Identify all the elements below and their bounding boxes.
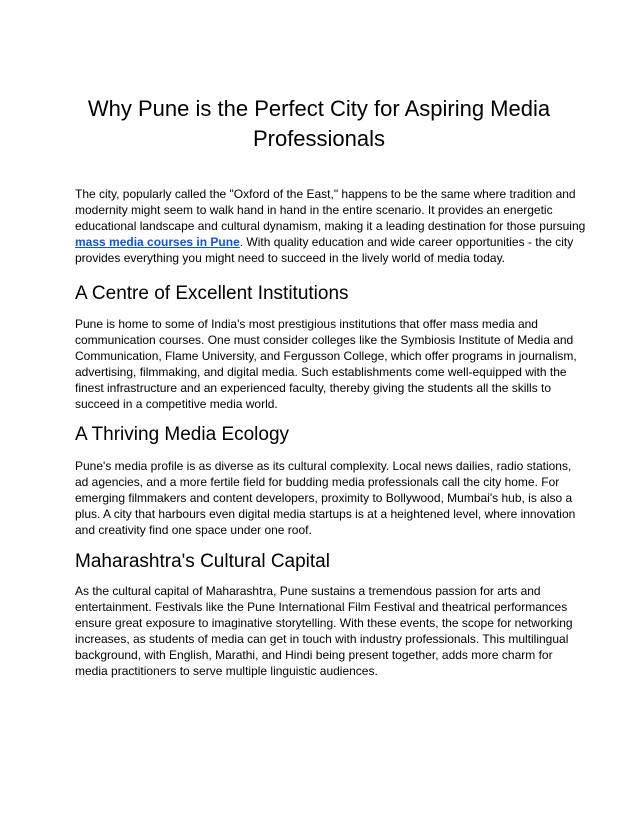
text-line: and creativity find one space under one roof.: [75, 523, 312, 537]
text-line: As the cultural capital of Maharashtra, Pune sustains a tremendous passion for arts and: [75, 584, 541, 598]
text-line: communication courses. One must consider colleges like the Symbiosis Institute of Media and: [75, 333, 574, 347]
title-line: Professionals: [252, 126, 386, 151]
section-paragraph-media-ecology: [75, 458, 576, 538]
text-line: ensure great exposure to imaginative storytelling. With these events, the scope for networking: [75, 616, 573, 630]
text-after-link: . With quality education and wide career opportunities - the city: [239, 235, 574, 249]
section-paragraph-institutions: [75, 316, 577, 412]
text-line-with-link: [75, 234, 574, 250]
text-line: plus. A city that harbours even digital media startups is at a heightened level, where innovation: [75, 507, 576, 521]
text-line: Communication, Flame University, and Fergusson College, which offer programs in journalism,: [75, 349, 577, 363]
text-line: ad agencies, and a more fertile field for budding media professionals call the city home. For: [75, 475, 560, 489]
text-line: Pune's media profile is as diverse as its cultural complexity. Local news dailies, radio stations,: [75, 459, 572, 473]
section-heading-cultural-capital: Maharashtra's Cultural Capital: [75, 551, 330, 572]
text-line: modernity might seem to walk hand in hand in the entire scenario. It provides an energetic: [75, 203, 553, 217]
section-heading-media-ecology: A Thriving Media Ecology: [75, 424, 290, 445]
text-line: entertainment. Festivals like the Pune International Film Festival and theatrical performances: [75, 600, 568, 614]
text-line: Pune is home to some of India's most prestigious institutions that offer mass media and: [75, 317, 538, 331]
section-paragraph-cultural-capital: [75, 583, 573, 679]
page-title: [60, 94, 578, 154]
text-line: provides everything you might need to succeed in the lively world of media today.: [75, 251, 506, 265]
text-line: background, with English, Marathi, and Hindi being present together, adds more charm for: [75, 648, 553, 662]
section-heading-institutions: A Centre of Excellent Institutions: [75, 283, 349, 304]
text-line: advertising, filmmaking, and digital media. Such establishments come well-equipped with the: [75, 365, 567, 379]
title-line: Why Pune is the Perfect City for Aspiring Media: [87, 96, 551, 121]
text-line: emerging filmmakers and content developers, proximity to Bollywood, Mumbai's hub, is also a: [75, 491, 573, 505]
mass-media-courses-link[interactable]: mass media courses in Pune: [75, 235, 240, 249]
text-line: increases, as students of media can get in touch with industry professionals. This multilingual: [75, 632, 569, 646]
intro-paragraph: [75, 186, 586, 266]
text-line: finest infrastructure and an experienced faculty, thereby giving the students all the skills to: [75, 381, 552, 395]
text-line: educational landscape and cultural dynamism, making it a leading destination for those pursuing: [75, 219, 586, 233]
text-line: The city, popularly called the "Oxford of the East," happens to be the same where tradition and: [75, 187, 576, 201]
text-line: media practitioners to serve multiple linguistic audiences.: [75, 664, 378, 678]
text-line: succeed in a competitive media world.: [75, 397, 278, 411]
